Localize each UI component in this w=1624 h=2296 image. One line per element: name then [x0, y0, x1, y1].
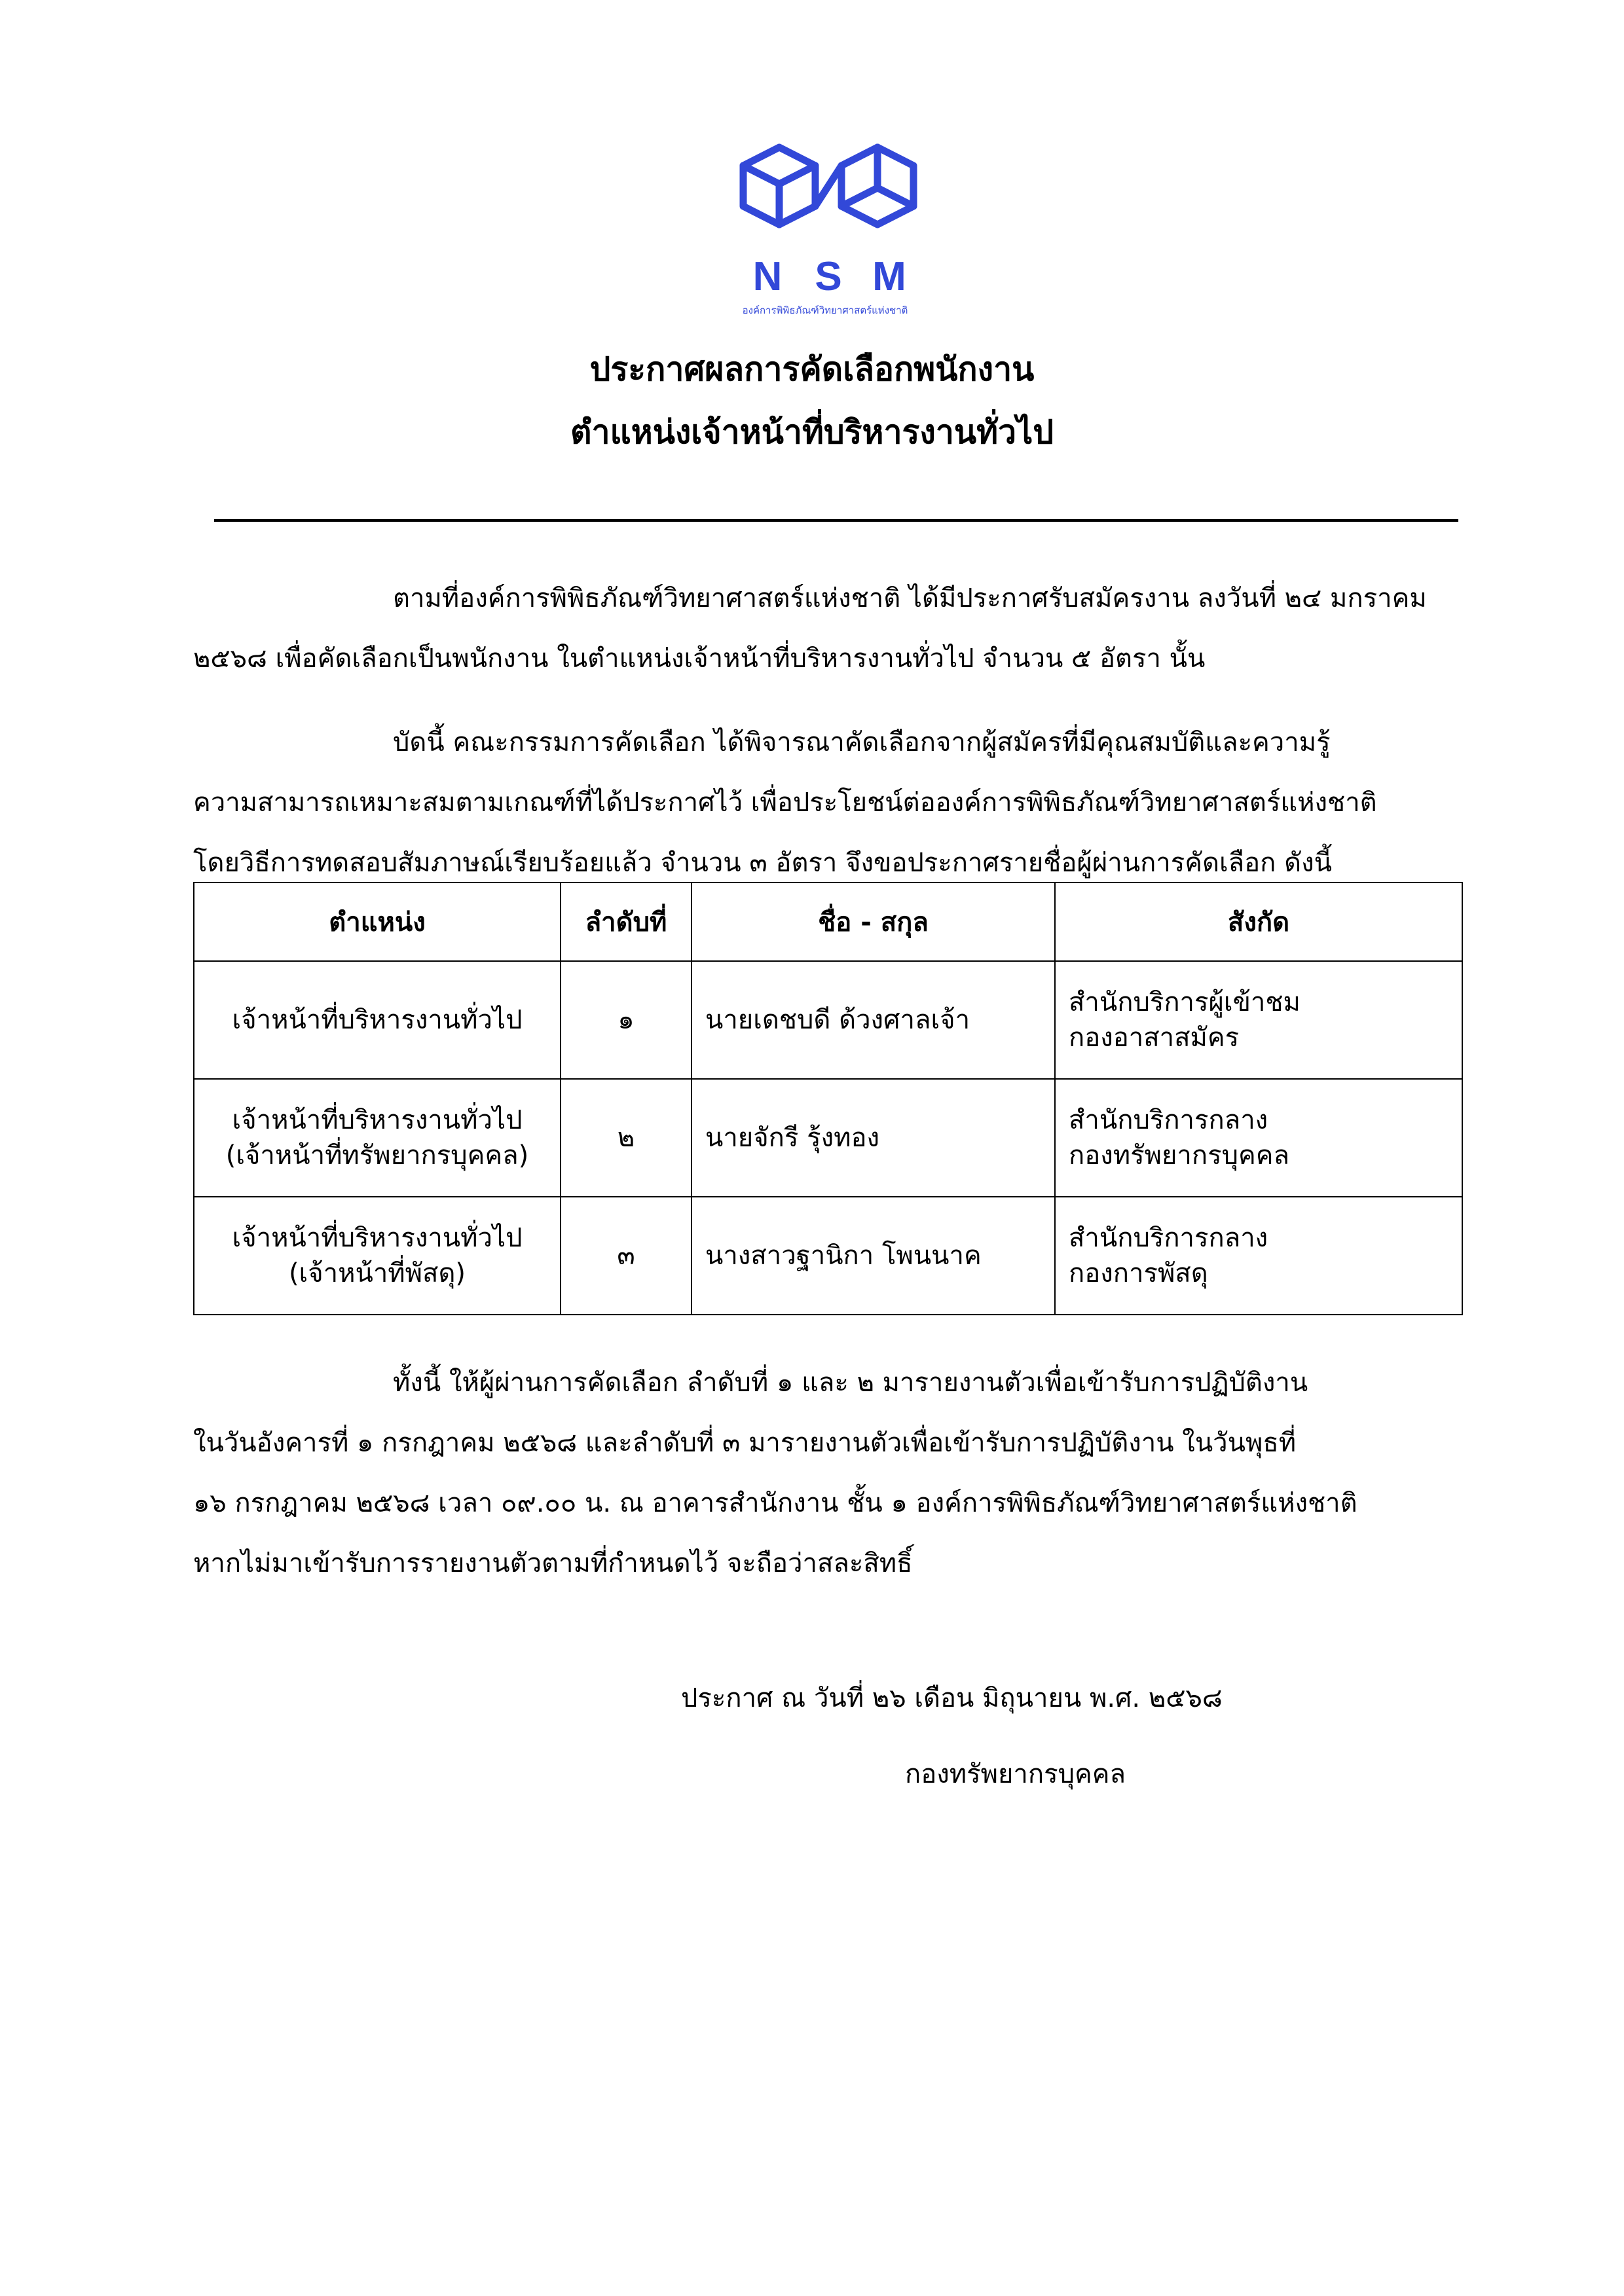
header-affiliation: สังกัด — [1055, 883, 1462, 961]
cell-affiliation — [1055, 1079, 1462, 1197]
affiliation-division: กองการพัสดุ — [1069, 1258, 1208, 1288]
cell-position — [194, 961, 561, 1079]
page-title: ประกาศผลการคัดเลือกพนักงาน — [589, 350, 1035, 388]
position-subtitle: (เจ้าหน้าที่พัสดุ) — [288, 1258, 466, 1288]
table-row — [194, 961, 1462, 1079]
logo-letter-n: N — [752, 254, 783, 299]
selection-line-1: บัดนี้ คณะกรรมการคัดเลือก ได้พิจารณาคัดเลือกจากผู้สมัครที่มีคุณสมบัติและความรู้ — [393, 727, 1331, 757]
report-line-2: ในวันอังคารที่ ๑ กรกฎาคม ๒๕๖๘ และลำดับที่ ๓ มารายงานตัวเพื่อเข้ารับการปฏิบัติงาน ในวันพุธที่ — [193, 1428, 1297, 1458]
cell-name: นางสาวฐานิกา โพนนาค — [692, 1197, 1055, 1315]
intro-line-2: ๒๕๖๘ เพื่อคัดเลือกเป็นพนักงาน ในตำแหน่งเจ้าหน้าที่บริหารงานทั่วไป จำนวน ๕ อัตรา นั้น — [193, 644, 1206, 674]
header-name: ชื่อ - สกุล — [692, 883, 1055, 961]
cell-position — [194, 1079, 561, 1197]
logo-letter-s: S — [815, 254, 842, 299]
report-line-4: หากไม่มาเข้ารับการรายงานตัวตามที่กำหนดไว้ จะถือว่าสละสิทธิ์ — [193, 1548, 913, 1578]
position-subtitle: (เจ้าหน้าที่ทรัพยากรบุคคล) — [225, 1140, 529, 1171]
cell-name: นายเดชบดี ด้วงศาลเจ้า — [692, 961, 1055, 1079]
cell-rank: ๒ — [561, 1079, 692, 1197]
table-row — [194, 1079, 1462, 1197]
affiliation-office: สำนักบริการผู้เข้าชม — [1069, 987, 1301, 1017]
announcement-date: ประกาศ ณ วันที่ ๒๖ เดือน มิถุนายน พ.ศ. ๒๕๖๘ — [681, 1683, 1223, 1713]
affiliation-office: สำนักบริการกลาง — [1069, 1105, 1268, 1135]
selection-line-2: ความสามารถเหมาะสมตามเกณฑ์ที่ได้ประกาศไว้ เพื่อประโยชน์ต่อองค์การพิพิธภัณฑ์วิทยาศาสตร์แห่งชาติ — [193, 788, 1377, 818]
cell-affiliation — [1055, 1197, 1462, 1315]
intro-line-1: ตามที่องค์การพิพิธภัณฑ์วิทยาศาสตร์แห่งชาติ ได้มีประกาศรับสมัครงาน ลงวันที่ ๒๔ มกราคม — [393, 583, 1427, 613]
affiliation-division: กองอาสาสมัคร — [1069, 1023, 1240, 1053]
page-subtitle: ตำแหน่งเจ้าหน้าที่บริหารงานทั่วไป — [570, 413, 1054, 451]
title-divider — [214, 519, 1458, 522]
logo-letter-m: M — [872, 254, 906, 299]
cell-position — [194, 1197, 561, 1315]
report-line-1: ทั้งนี้ ให้ผู้ผ่านการคัดเลือก ลำดับที่ ๑ และ ๒ มารายงานตัวเพื่อเข้ารับการปฏิบัติงาน — [393, 1368, 1308, 1398]
cell-affiliation — [1055, 961, 1462, 1079]
position-title: เจ้าหน้าที่บริหารงานทั่วไป — [232, 1105, 523, 1135]
selection-paragraph — [193, 712, 1460, 893]
nsm-logo — [727, 141, 930, 324]
cell-rank: ๑ — [561, 961, 692, 1079]
header-rank: ลำดับที่ — [561, 883, 692, 961]
selection-line-3: โดยวิธีการทดสอบสัมภาษณ์เรียบร้อยแล้ว จำนวน ๓ อัตรา จึงขอประกาศรายชื่อผู้ผ่านการคัดเลือก ดังนี้ — [193, 848, 1332, 878]
report-paragraph — [193, 1353, 1460, 1594]
results-table — [193, 882, 1463, 1315]
position-title: เจ้าหน้าที่บริหารงานทั่วไป — [232, 1005, 523, 1035]
intro-paragraph — [193, 568, 1460, 689]
report-line-3: ๑๖ กรกฎาคม ๒๕๖๘ เวลา ๐๙.๐๐ น. ณ อาคารสำนักงาน ชั้น ๑ องค์การพิพิธภัณฑ์วิทยาศาสตร์แห่งชาติ — [193, 1488, 1357, 1518]
cell-name: นายจักรี รุ้งทอง — [692, 1079, 1055, 1197]
table-row — [194, 1197, 1462, 1315]
affiliation-division: กองทรัพยากรบุคคล — [1069, 1140, 1290, 1171]
affiliation-office: สำนักบริการกลาง — [1069, 1223, 1268, 1253]
table-header-row — [194, 883, 1462, 961]
position-title: เจ้าหน้าที่บริหารงานทั่วไป — [232, 1223, 523, 1253]
cell-rank: ๓ — [561, 1197, 692, 1315]
logo-org-name: องค์การพิพิธภัณฑ์วิทยาศาสตร์แห่งชาติ — [742, 304, 908, 316]
header-position: ตำแหน่ง — [194, 883, 561, 961]
logo-link — [779, 147, 877, 225]
issuing-department: กองทรัพยากรบุคคล — [905, 1759, 1126, 1789]
